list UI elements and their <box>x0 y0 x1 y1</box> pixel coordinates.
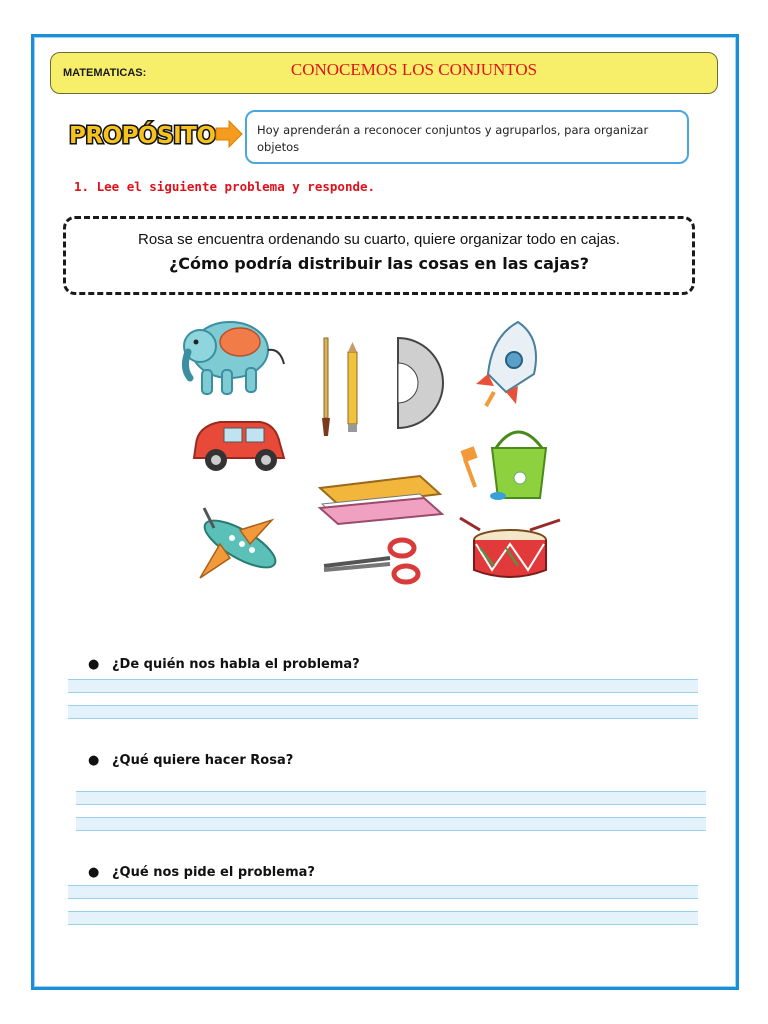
purpose-badge-text: PROPÓSITO <box>69 123 216 149</box>
drum-image <box>460 518 560 577</box>
bullet-icon: ● <box>88 657 100 672</box>
question-3 <box>88 865 315 880</box>
question-text: ¿Qué quiere hacer Rosa? <box>112 753 294 768</box>
instruction <box>74 179 375 194</box>
problem-question: ¿Cómo podría distribuir las cosas en las cajas? <box>169 254 589 273</box>
toy-car-image <box>194 422 284 471</box>
answer-lines-2[interactable] <box>76 791 706 831</box>
protractor-image <box>398 338 443 428</box>
rocket-toy-image <box>476 322 536 406</box>
instruction-number: 1. <box>74 179 90 194</box>
objects-illustration <box>180 308 570 588</box>
question-2 <box>88 753 293 768</box>
answer-lines-1[interactable] <box>68 679 698 719</box>
books-image <box>320 476 442 524</box>
purpose-text: Hoy aprenderán a reconocer conjuntos y agruparlos, para organizar objetos <box>257 123 649 154</box>
elephant-toy-image <box>184 322 284 394</box>
subject-label: MATEMATICAS: <box>63 67 147 79</box>
pencil-image <box>348 342 357 432</box>
purpose-badge <box>66 118 246 152</box>
problem-statement: Rosa se encuentra ordenando su cuarto, quiere organizar todo en cajas. <box>138 231 620 248</box>
sand-bucket-image <box>460 432 546 500</box>
answer-lines-3[interactable] <box>68 885 698 925</box>
question-text: ¿Qué nos pide el problema? <box>112 865 315 880</box>
problem-box <box>63 216 695 295</box>
scissors-image <box>324 540 418 582</box>
question-text: ¿De quién nos habla el problema? <box>112 657 360 672</box>
arrow-right-icon <box>216 121 242 147</box>
toy-plane-image <box>198 508 281 578</box>
question-1 <box>88 657 360 672</box>
bullet-icon: ● <box>88 865 100 880</box>
page-title: CONOCEMOS LOS CONJUNTOS <box>290 60 538 79</box>
instruction-text: Lee el siguiente problema y responde. <box>96 179 376 194</box>
bullet-icon: ● <box>88 753 100 768</box>
purpose-box <box>245 110 689 164</box>
header-banner <box>50 52 718 94</box>
paintbrush-image <box>322 338 330 436</box>
